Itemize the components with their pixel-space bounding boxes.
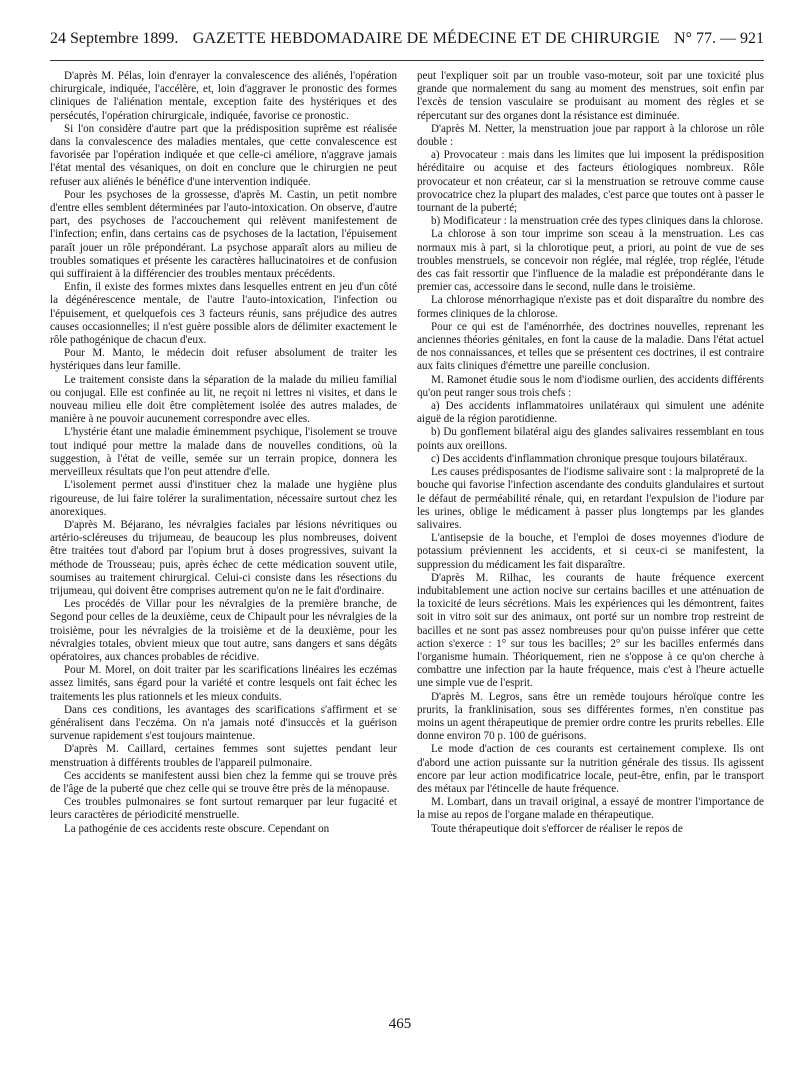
paragraph: M. Lombart, dans un travail original, a essayé de montrer l'importance de la mise au repos de l'organe malade en thérapeutique. [417,796,764,822]
paragraph: La chlorose ménorrhagique n'existe pas et doit disparaître du nombre des formes cliniques de la chlorose. [417,294,764,320]
journal-title: GAZETTE HEBDOMADAIRE DE MÉDECINE ET DE CHIRURGIE [192,30,660,47]
paragraph: b) Du gonflement bilatéral aigu des glandes salivaires ressemblant en tous points aux oreillons. [417,426,764,452]
running-header [50,30,764,52]
article-body [50,70,764,836]
paragraph: Pour ce qui est de l'aménorrhée, des doctrines nouvelles, reprenant les anciennes théories génitales, en font la cause de la maladie. Dans l'état actuel de nos connaissances, et telles que se présentent ces doctrines, il est contraire aux faits cliniques d'émettre une pareille conclusion. [417,320,764,373]
issue-and-page: N° 77. — 921 [674,30,764,47]
header-date: 24 Septembre 1899. [50,30,179,47]
right-column [417,70,764,836]
paragraph: Pour les psychoses de la grossesse, d'après M. Castin, un petit nombre d'entre elles semblent déterminées par l'auto-intoxication. On observe, d'autre part, des psychoses de l'accouchement qui relèvent manifestement de l'infection; enfin, dans certains cas de psychoses de la lactation, l'épuisement paraît jouer un rôle prépondérant. La psychose apparaît alors au milieu de troubles somatiques et présente les caractères hallucinatoires et de confusion qui suffiraient à la différencier des troubles mentaux précédents. [50,188,397,281]
paragraph: D'après M. Béjarano, les névralgies faciales par lésions névritiques ou artério-scléreuses du trijumeau, de beaucoup les plus nombreuses, doivent être traitées tout d'abord par l'opium brut à doses progressives, suivant la méthode de Trousseau; puis, après échec de cette médication souvent utile, soumises au traitement chirurgical. Celui-ci consiste dans les résections du trijumeau, qui doivent être comprises autrement qu'on ne le fait d'ordinaire. [50,518,397,597]
paragraph: Enfin, il existe des formes mixtes dans lesquelles entrent en jeu d'un côté la dégénérescence mentale, de l'autre l'auto-intoxication, l'infection ou l'épuisement, et quelquefois ces 3 facteurs réunis, sans préjudice des autres causes occasionnelles; il n'est guère possible alors de délimiter exactement le rôle pathogénique de chacun d'eux. [50,281,397,347]
paragraph: D'après M. Caillard, certaines femmes sont sujettes pendant leur menstruation à différents troubles de l'appareil pulmonaire. [50,743,397,769]
paragraph: Si l'on considère d'autre part que la prédisposition suprême est réalisée dans la convalescence des maladies mentales, que cette convalescence est favorisée par l'opération indiquée et que celle-ci améliore, n'aggrave jamais l'état mental des vésaniques, on doit en conclure que le chirurgien ne peut refuser aux aliénés le bénéfice d'une intervention indiquée. [50,122,397,188]
paragraph: Dans ces conditions, les avantages des scarifications s'affirment et se généralisent dans l'eczéma. On n'a jamais noté d'insuccès et la guérison survenue rapidement s'est toujours maintenue. [50,703,397,743]
paragraph: c) Des accidents d'inflammation chronique presque toujours bilatéraux. [431,452,748,465]
paragraph: Le traitement consiste dans la séparation de la malade du milieu familial ou conjugal. Elle est confinée au lit, ne reçoit ni lettres ni visites, et dans le nouveau milieu elle doit être complètement isolée des autres malades, de manière à ne pouvoir aucunement correspondre avec elles. [50,373,397,426]
paragraph: La chlorose à son tour imprime son sceau à la menstruation. Les cas normaux mis à part, si la chlorotique peut, a priori, au point de vue de ses troubles menstruels, se concevoir non réglée, mal réglée, trop réglée, l'étude des cas fait ressortir que l'influence de la maladie est prépondérante dans le premier cas, accessoire dans le second, nulle dans le troisième. [417,228,764,294]
paragraph: Pour M. Manto, le médecin doit refuser absolument de traiter les hystériques dans leur famille. [50,347,397,373]
paragraph: Pour M. Morel, on doit traiter par les scarifications linéaires les eczémas assez limités, sans égard pour la variété et contre lesquels ont fait échec les traitements les plus rationnels et les mieux conduits. [50,664,397,703]
paragraph: Toute thérapeutique doit s'efforcer de réaliser le repos de [431,822,683,835]
left-column [50,70,397,836]
paragraph: L'antisepsie de la bouche, et l'emploi de doses moyennes d'iodure de potassium préviennent les accidents, et si ceux-ci se manifestent, la suppression du médicament les fait disparaître. [417,532,764,571]
paragraph: Ces accidents se manifestent aussi bien chez la femme qui se trouve près de l'âge de la puberté que chez celle qui se trouve être près de la ménopause. [50,769,397,795]
page-number: 465 [388,1016,412,1032]
paragraph: D'après M. Netter, la menstruation joue par rapport à la chlorose un rôle double : [417,122,764,149]
paragraph: Les causes prédisposantes de l'iodisme salivaire sont : la malpropreté de la bouche qui favorise l'infection ascendante des conduits glandulaires et surtout le défaut de perméabilité rénale, qui, en retardant l'expulsion de l'iodure par les urines, oblige le médicament à passer plus longtemps par les glandes salivaires. [417,466,764,531]
paragraph: a) Des accidents inflammatoires unilatéraux qui simulent une adénite aiguë de la région parotidienne. [417,400,764,426]
paragraph: D'après M. Rilhac, les courants de haute fréquence exercent indubitablement une action nocive sur certains bacilles et une atténuation de la toxicité de leurs sécrétions. Mais les expériences qui les démontrent, faites soit in vitro soit sur des animaux, ont porté sur un nombre trop restreint de bacilles et ne sont pas assez nombreuses pour qu'on puisse inférer que cette action s'exerce : 1° sur tous les bacilles; 2° sur les bacilles enfermés dans l'organisme humain. Théoriquement, rien ne s'oppose à ce qu'on cherche à combattre une infection par la haute fréquence, mais c'est à l'heure actuelle une simple vue de l'esprit. [417,571,764,690]
paragraph: Ces troubles pulmonaires se font surtout remarquer par leur fugacité et leurs caractères de périodicité menstruelle. [50,796,397,822]
paragraph: D'après M. Pélas, loin d'enrayer la convalescence des aliénés, l'opération chirurgicale, indiquée, l'accélère, et, loin d'aggraver le pronostic des formes cliniques de l'aliénation mentale, exception faite des hystériques et des persécutés, l'opération chirurgicale, indiquée, favorise ce pronostic. [50,70,397,122]
paragraph: peut l'expliquer soit par un trouble vaso-moteur, soit par une toxicité plus grande que normalement du sang au moment des menstrues, soit enfin par l'excès de tension vasculaire se produisant au moment des règles et se répercutant sur des organes dont la résistance est diminuée. [417,70,764,122]
paragraph: La pathogénie de ces accidents reste obscure. Cependant on [64,822,330,835]
paragraph: b) Modificateur : la menstruation crée des types cliniques dans la chlorose. [431,215,764,228]
paragraph: L'isolement permet aussi d'instituer chez la malade une hygiène plus rigoureuse, de lui faire tolérer la suralimentation, nécessaire surtout chez les anorexiques. [50,479,397,518]
paragraph: D'après M. Legros, sans être un remède toujours héroïque contre les prurits, la franklinisation, sous ses différentes formes, n'en constitue pas moins un agent thérapeutique de premier ordre contre les prurits rebelles. Elle donne environ 70 p. 100 de guérisons. [417,690,764,743]
paragraph: a) Provocateur : mais dans les limites que lui imposent la prédisposition héréditaire ou acquise et des facteurs étiologiques nombreux. Rôle provocateur et non créateur, car si la menstruation se retrouve comme cause provocatrice chez la plupart des malades, c'est parce que toutes ont à passer le tournant de la puberté; [417,149,764,215]
paragraph: M. Ramonet étudie sous le nom d'iodisme ourlien, des accidents différents qu'on peut ranger sous trois chefs : [417,373,764,399]
header-rule [50,60,764,61]
paragraph: L'hystérie étant une maladie éminemment psychique, l'isolement se trouve tout indiqué pour mettre la malade dans de nouvelles conditions, où la suggestion, à l'état de veille, semée sur un terrain propice, donnera les merveilleux résultats que l'on peut attendre d'elle. [50,426,397,479]
paragraph: Le mode d'action de ces courants est certainement complexe. Ils ont d'abord une action puissante sur la nutrition générale des tissus. Ils agissent encore par leur action modificatrice locale, peut-être, enfin, par le transport des métaux par l'étincelle de haute fréquence. [417,743,764,795]
paragraph: Les procédés de Villar pour les névralgies de la première branche, de Segond pour celles de la deuxième, ceux de Chipault pour les névralgies de la troisième, pour les névralgies de la troisième et de la deuxième, pour les névralgies totales, obvient mieux que tout autre, sans dangers et sans dégâts opératoires, aux chances probables de récidive. [50,598,397,663]
